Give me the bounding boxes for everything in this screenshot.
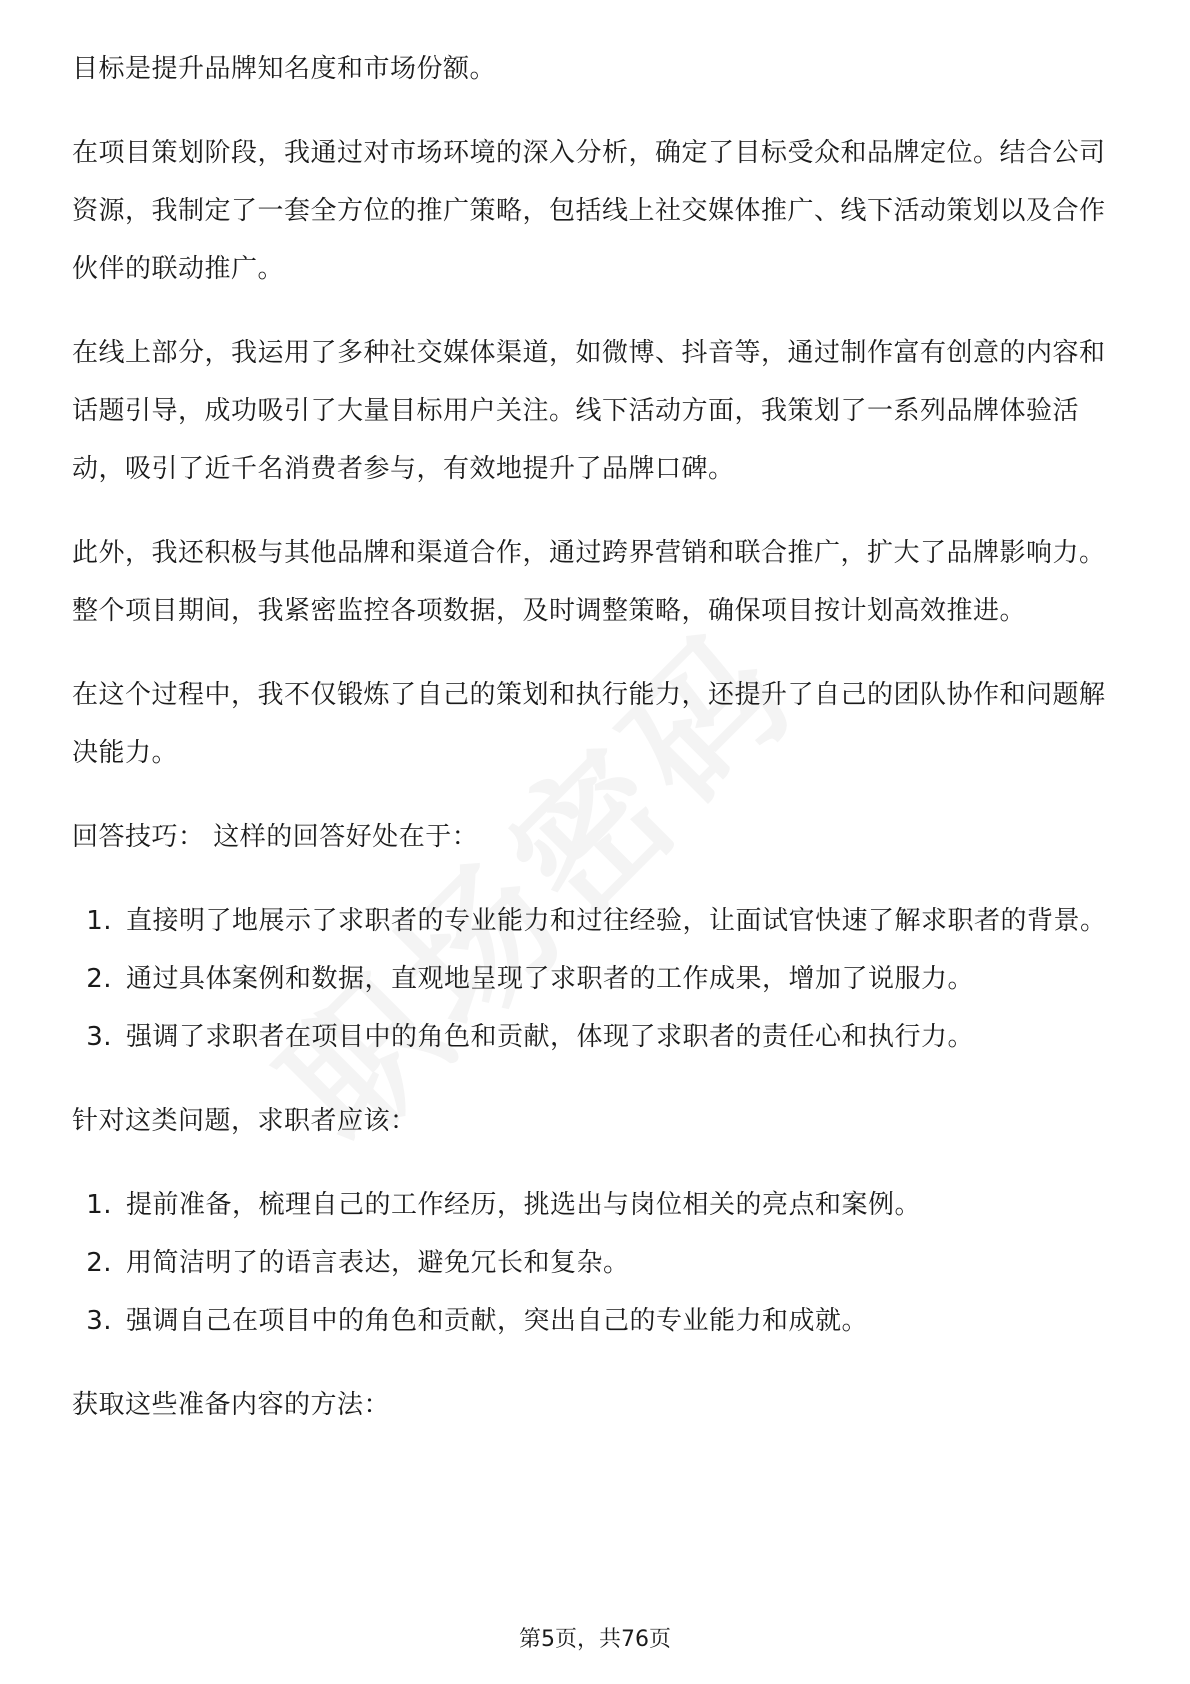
methods-heading: 获取这些准备内容的方法： [72,1390,391,1420]
list-text: 直接明了地展示了求职者的专业能力和过往经验，让面试官快速了解求职者的背景。 [126,906,1107,936]
paragraph: 在线上部分，我运用了多种社交媒体渠道，如微博、抖音等，通过制作富有创意的内容和话题引导，成功吸引了大量目标用户关注。线下活动方面，我策划了一系列品牌体验活动，吸引了近千名消费者参与，有效地提升了品牌口碑。 [72,338,1106,484]
paragraph: 在项目策划阶段，我通过对市场环境的深入分析，确定了目标受众和品牌定位。结合公司资源，我制定了一套全方位的推广策略，包括线上社交媒体推广、线下活动策划以及合作伙伴的联动推广。 [72,138,1106,284]
list-text: 提前准备，梳理自己的工作经历，挑选出与岗位相关的亮点和案例。 [126,1190,922,1220]
list-text: 强调自己在项目中的角色和贡献，突出自己的专业能力和成就。 [126,1306,869,1336]
list-item [72,892,1122,950]
list-number: 1. [86,906,112,936]
list-text: 通过具体案例和数据，直观地呈现了求职者的工作成果，增加了说服力。 [126,964,975,994]
page-footer: 第5页，共76页 [519,1627,671,1652]
list-text: 用简洁明了的语言表达，避免冗长和复杂。 [126,1248,630,1278]
document-body [72,40,1122,1460]
paragraph: 目标是提升品牌知名度和市场份额。 [72,54,497,84]
list-number: 1. [86,1190,112,1220]
list-number: 3. [86,1022,112,1052]
list-number: 2. [86,1248,112,1278]
advice-list [72,1176,1122,1350]
list-item [72,1292,1122,1350]
list-item [72,950,1122,1008]
list-text: 强调了求职者在项目中的角色和贡献，体现了求职者的责任心和执行力。 [126,1022,975,1052]
list-item [72,1176,1122,1234]
paragraph: 在这个过程中，我不仅锻炼了自己的策划和执行能力，还提升了自己的团队协作和问题解决能力。 [72,680,1106,768]
tips-heading: 回答技巧： 这样的回答好处在于： [72,822,479,852]
list-number: 3. [86,1306,112,1336]
paragraph: 此外，我还积极与其他品牌和渠道合作，通过跨界营销和联合推广，扩大了品牌影响力。整个项目期间，我紧密监控各项数据，及时调整策略，确保项目按计划高效推进。 [72,538,1106,626]
list-item [72,1234,1122,1292]
tips-list [72,892,1122,1066]
list-number: 2. [86,964,112,994]
list-item [72,1008,1122,1066]
advice-heading: 针对这类问题，求职者应该： [72,1106,417,1136]
